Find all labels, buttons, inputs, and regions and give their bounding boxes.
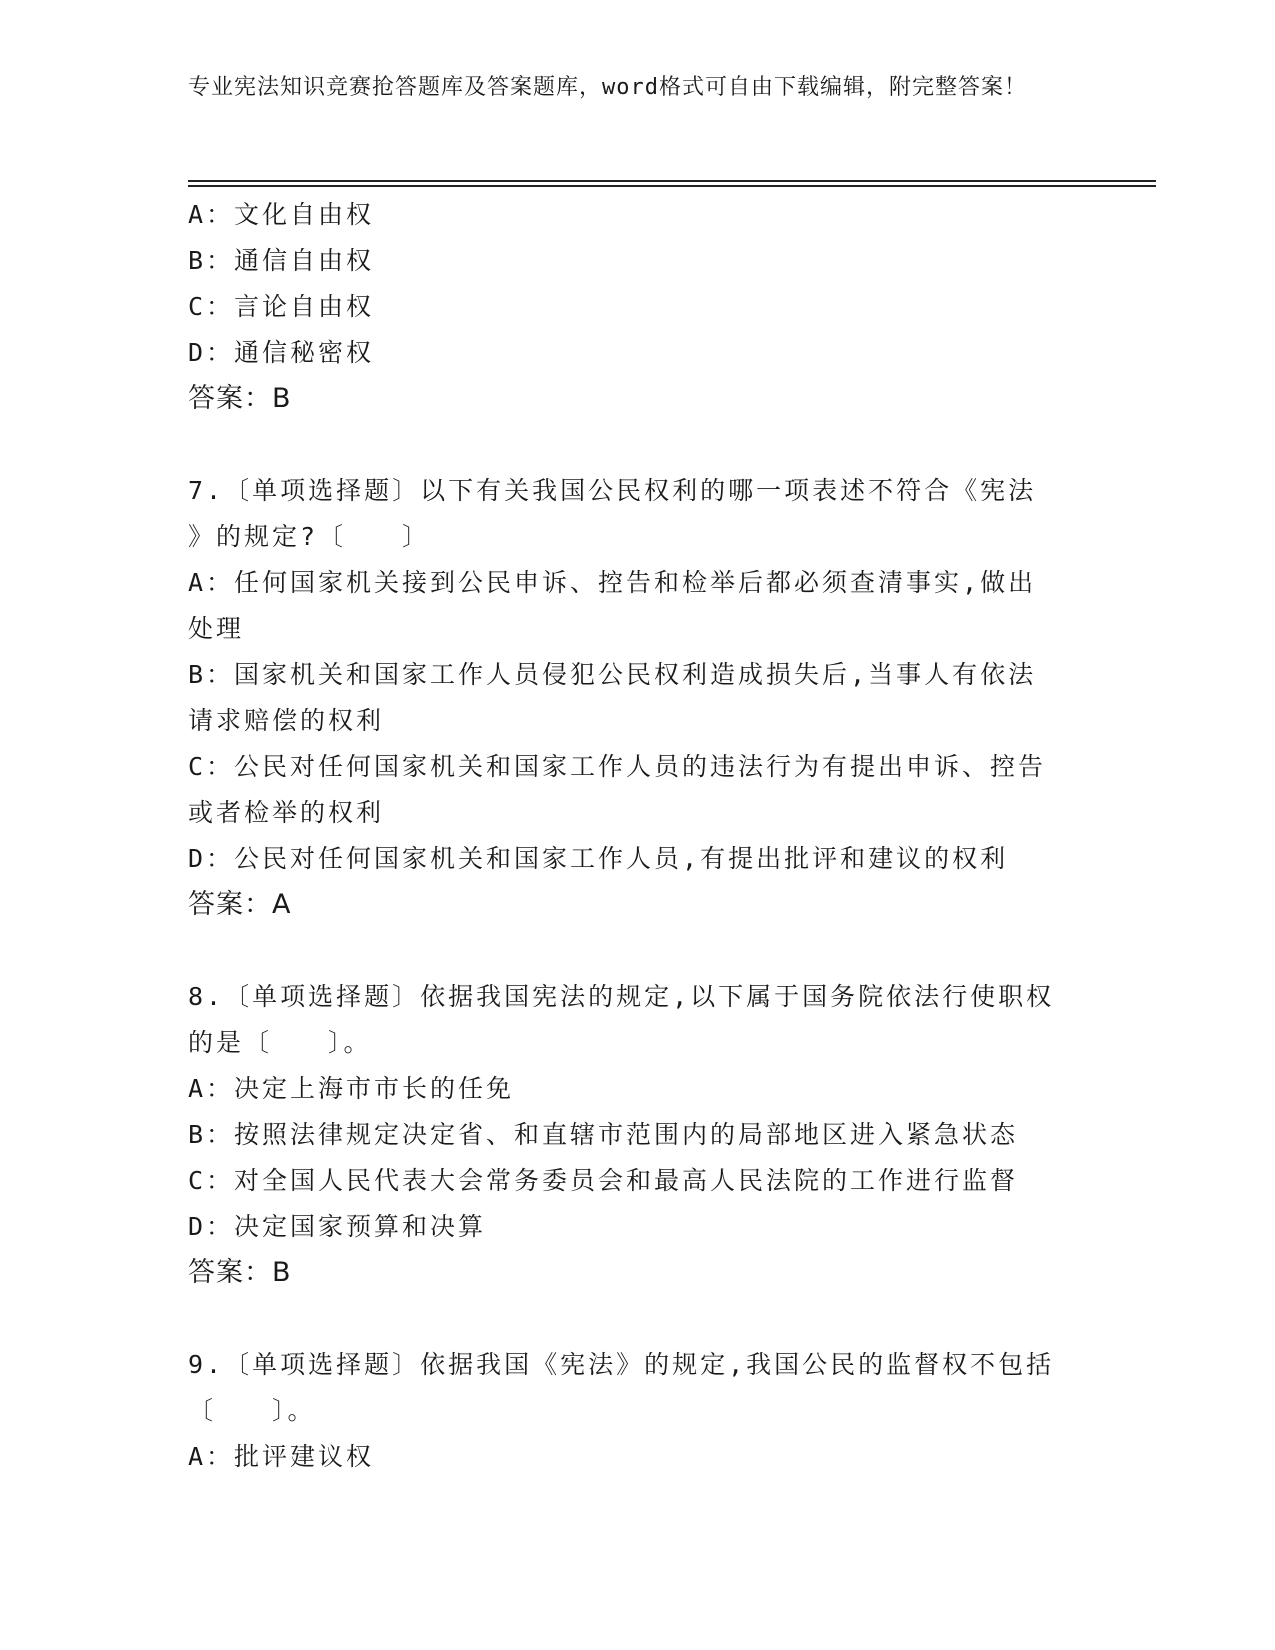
question-block [188, 1342, 1068, 1480]
question-stem-line: 〔 〕。 [188, 1396, 316, 1425]
option-line: B：按照法律规定决定省、和直辖市范围内的局部地区进入紧急状态 [188, 1120, 1019, 1149]
option-line: C：对全国人民代表大会常务委员会和最高人民法院的工作进行监督 [188, 1166, 1019, 1195]
header-rule-bottom [188, 185, 1156, 187]
option-line: C：公民对任何国家机关和国家工作人员的违法行为有提出申诉、控告 [188, 752, 1047, 781]
block-spacer [188, 1296, 1068, 1342]
block-spacer [188, 928, 1068, 974]
question-block [188, 192, 1068, 422]
question-block [188, 974, 1068, 1296]
option-line: 或者检举的权利 [188, 798, 385, 827]
answer-line: 答案：B [188, 383, 292, 414]
question-stem-line: 9.〔单项选择题〕依据我国《宪法》的规定,我国公民的监督权不包括 [188, 1350, 1055, 1379]
option-line: 处理 [188, 614, 245, 643]
option-line: A：任何国家机关接到公民申诉、控告和检举后都必须查清事实,做出 [188, 568, 1037, 597]
option-line: D：决定国家预算和决算 [188, 1212, 487, 1241]
question-stem-line: 》的规定?〔 〕 [188, 522, 431, 551]
option-line: 请求赔偿的权利 [188, 706, 385, 735]
header-rule-top [188, 180, 1156, 182]
answer-line: 答案：A [188, 889, 292, 920]
option-line: B：国家机关和国家工作人员侵犯公民权利造成损失后,当事人有依法 [188, 660, 1037, 689]
option-line: A：批评建议权 [188, 1442, 375, 1471]
question-stem-line: 的是〔 〕。 [188, 1028, 372, 1057]
question-block [188, 468, 1068, 928]
option-line: C：言论自由权 [188, 292, 375, 321]
question-list [188, 192, 1068, 1480]
question-stem-line: 8.〔单项选择题〕依据我国宪法的规定,以下属于国务院依法行使职权 [188, 982, 1055, 1011]
option-line: A：文化自由权 [188, 200, 375, 229]
page-header-title: 专业宪法知识竞赛抢答题库及答案题库，word格式可自由下载编辑，附完整答案！ [188, 75, 1027, 100]
option-line: A：决定上海市市长的任免 [188, 1074, 515, 1103]
block-spacer [188, 422, 1068, 468]
option-line: B：通信自由权 [188, 246, 375, 275]
answer-line: 答案：B [188, 1257, 292, 1288]
option-line: D：公民对任何国家机关和国家工作人员,有提出批评和建议的权利 [188, 844, 1009, 873]
question-stem-line: 7.〔单项选择题〕以下有关我国公民权利的哪一项表述不符合《宪法 [188, 476, 1037, 505]
option-line: D：通信秘密权 [188, 338, 375, 367]
